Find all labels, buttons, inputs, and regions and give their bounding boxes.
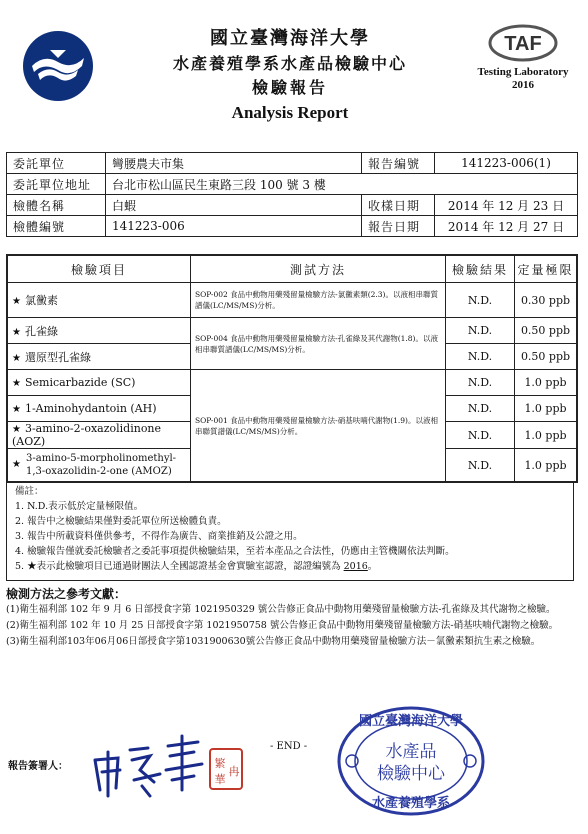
method-cell: SOP-001 食品中動物用藥殘留量檢驗方法-硝基呋喃代謝物(1.9)。以液相串聯質譜儀(LC/MS/MS)分析。: [191, 370, 446, 483]
star-icon: ★: [12, 378, 21, 389]
client-value: 彎腰農夫市集: [106, 153, 362, 174]
star-icon: ★: [12, 326, 21, 338]
limit-cell: 0.50 ppb: [515, 318, 578, 344]
address-label: 委託單位地址: [7, 174, 106, 195]
report-title-en: Analysis Report: [231, 103, 349, 122]
client-info-table: [6, 152, 578, 237]
wave-logo-icon: [22, 30, 94, 102]
star-icon: ★: [12, 296, 21, 307]
taf-year: 2016: [512, 79, 534, 91]
limit-cell: 1.0 ppb: [515, 422, 578, 449]
result-cell: N.D.: [446, 344, 515, 370]
sample-no-value: 141223-006: [106, 216, 362, 237]
note-item: 1. N.D.表示低於定量極限值。: [15, 501, 144, 512]
header-limit: 定量極限: [515, 255, 578, 283]
svg-text:水產養殖學系: 水產養殖學系: [371, 796, 451, 811]
report-title-zh: 檢驗報告: [251, 78, 328, 97]
title-block: [140, 26, 440, 126]
center-seal: [336, 705, 486, 821]
limit-cell: 0.50 ppb: [515, 344, 578, 370]
received-value: 2014 年 12 月 23 日: [435, 195, 578, 216]
note-item: 3. 報告中所載資料僅供參考，不得作為廣告、商業推銷及公證之用。: [15, 531, 303, 542]
taf-badge: [468, 24, 578, 92]
report-date-value: 2014 年 12 月 27 日: [435, 216, 578, 237]
star-icon: ★: [12, 424, 21, 435]
sample-label: 檢體名稱: [7, 195, 106, 216]
report-no-label: 報告編號: [362, 153, 435, 174]
svg-text:水產品: 水產品: [385, 742, 437, 762]
table-row: [7, 283, 577, 318]
result-cell: N.D.: [446, 396, 515, 422]
result-cell: N.D.: [446, 449, 515, 483]
address-value: 台北市松山區民生東路三段 100 號 3 樓: [106, 174, 578, 195]
table-row: [7, 318, 577, 344]
personal-seal-icon: [208, 747, 244, 791]
result-cell: N.D.: [446, 318, 515, 344]
method-cell: SOP-002 食品中動物用藥殘留量檢驗方法-氯黴素類(2.3)。以液相串聯質譜儀(LC/MS/MS)分析。: [191, 283, 446, 318]
report-date-label: 報告日期: [362, 216, 435, 237]
references: [6, 586, 582, 650]
header-item: 檢驗項目: [7, 255, 191, 283]
taf-logo-text: TAF: [504, 33, 542, 55]
taf-logo-icon: [488, 24, 558, 62]
results-table: [6, 254, 578, 483]
sample-no-label: 檢體編號: [7, 216, 106, 237]
end-mark: - END -: [270, 741, 308, 752]
references-title: 檢測方法之參考文獻：: [6, 587, 127, 601]
notes-box: [6, 482, 574, 581]
item-name: 還原型孔雀綠: [24, 350, 91, 364]
signature: [90, 730, 210, 804]
handwritten-signature-icon: [90, 730, 210, 800]
received-label: 收樣日期: [362, 195, 435, 216]
limit-cell: 0.30 ppb: [515, 283, 578, 318]
center-name: 水產養殖學系水產品檢驗中心: [172, 54, 407, 73]
header-result: 檢驗結果: [446, 255, 515, 283]
client-label: 委託單位: [7, 153, 106, 174]
signer-label: 報告簽署人：: [8, 761, 68, 772]
method-cell: SOP-004 食品中動物用藥殘留量檢驗方法-孔雀綠及其代謝物(1.8)。以液相串聯質譜儀(LC/MS/MS)分析。: [191, 318, 446, 370]
svg-text:國立臺灣海洋大學: 國立臺灣海洋大學: [358, 714, 464, 729]
note-item: 2. 報告中之檢驗結果僅對委託單位所送檢體負責。: [15, 516, 227, 527]
university-logo: [22, 30, 94, 102]
report-no-value: 141223-006(1): [435, 153, 578, 174]
official-seal-icon: [336, 705, 486, 817]
reference-item: (3)衛生福利部103年06月06日部授食字第1031900630號公告修正食品中動物用藥殘留量檢驗方法－氯黴素類抗生素之檢驗。: [6, 636, 541, 647]
note-item-5: 5. ★表示此檢驗項目已通過財團法人全國認證基金會實驗室認證，認證編號為 2016。: [15, 561, 378, 572]
personal-stamp: [208, 747, 244, 795]
item-name: 孔雀綠: [24, 324, 58, 338]
limit-cell: 1.0 ppb: [515, 396, 578, 422]
accreditation-code: 2016: [343, 561, 368, 572]
star-icon: ★: [12, 459, 21, 470]
sample-value: 白蝦: [106, 195, 362, 216]
item-name: 氯黴素: [24, 294, 58, 307]
header-method: 測試方法: [191, 255, 446, 283]
item-name: 3-amino-5-morpholinomethyl-1,3-oxazolidin-2-one (AMOZ): [26, 453, 177, 477]
svg-text:檢驗中心: 檢驗中心: [377, 764, 445, 784]
note-item: 4. 檢驗報告僅就委託檢驗者之委託事項提供檢驗結果，至若本產品之合法性，仍應由主管機關依法判斷。: [15, 546, 455, 557]
table-row: [7, 370, 577, 396]
reference-item: (2)衛生福利部 102 年 10 月 25 日部授食字第 1021950758 號公告修正食品中動物用藥殘留量檢驗方法-硝基呋喃代謝物之檢驗。: [6, 620, 559, 631]
notes-label: 備註：: [15, 486, 44, 497]
result-cell: N.D.: [446, 283, 515, 318]
result-cell: N.D.: [446, 422, 515, 449]
star-icon: ★: [12, 352, 21, 364]
svg-text:華: 華: [214, 773, 226, 786]
university-name: 國立臺灣海洋大學: [210, 28, 370, 49]
result-cell: N.D.: [446, 370, 515, 396]
limit-cell: 1.0 ppb: [515, 370, 578, 396]
taf-label: Testing Laboratory: [477, 66, 569, 78]
limit-cell: 1.0 ppb: [515, 449, 578, 483]
item-name: 3-amino-2-oxazolidinone (AOZ): [12, 422, 162, 448]
star-icon: ★: [12, 404, 21, 415]
reference-item: (1)衛生福利部 102 年 9 月 6 日部授食字第 1021950329 號公告修正食品中動物用藥殘留量檢驗方法-孔雀綠及其代謝物之檢驗。: [6, 604, 556, 615]
item-name: 1-Aminohydantoin (AH): [24, 402, 157, 415]
svg-text:繁: 繁: [214, 757, 226, 770]
item-name: Semicarbazide (SC): [24, 376, 136, 389]
svg-text:冉: 冉: [228, 765, 240, 778]
